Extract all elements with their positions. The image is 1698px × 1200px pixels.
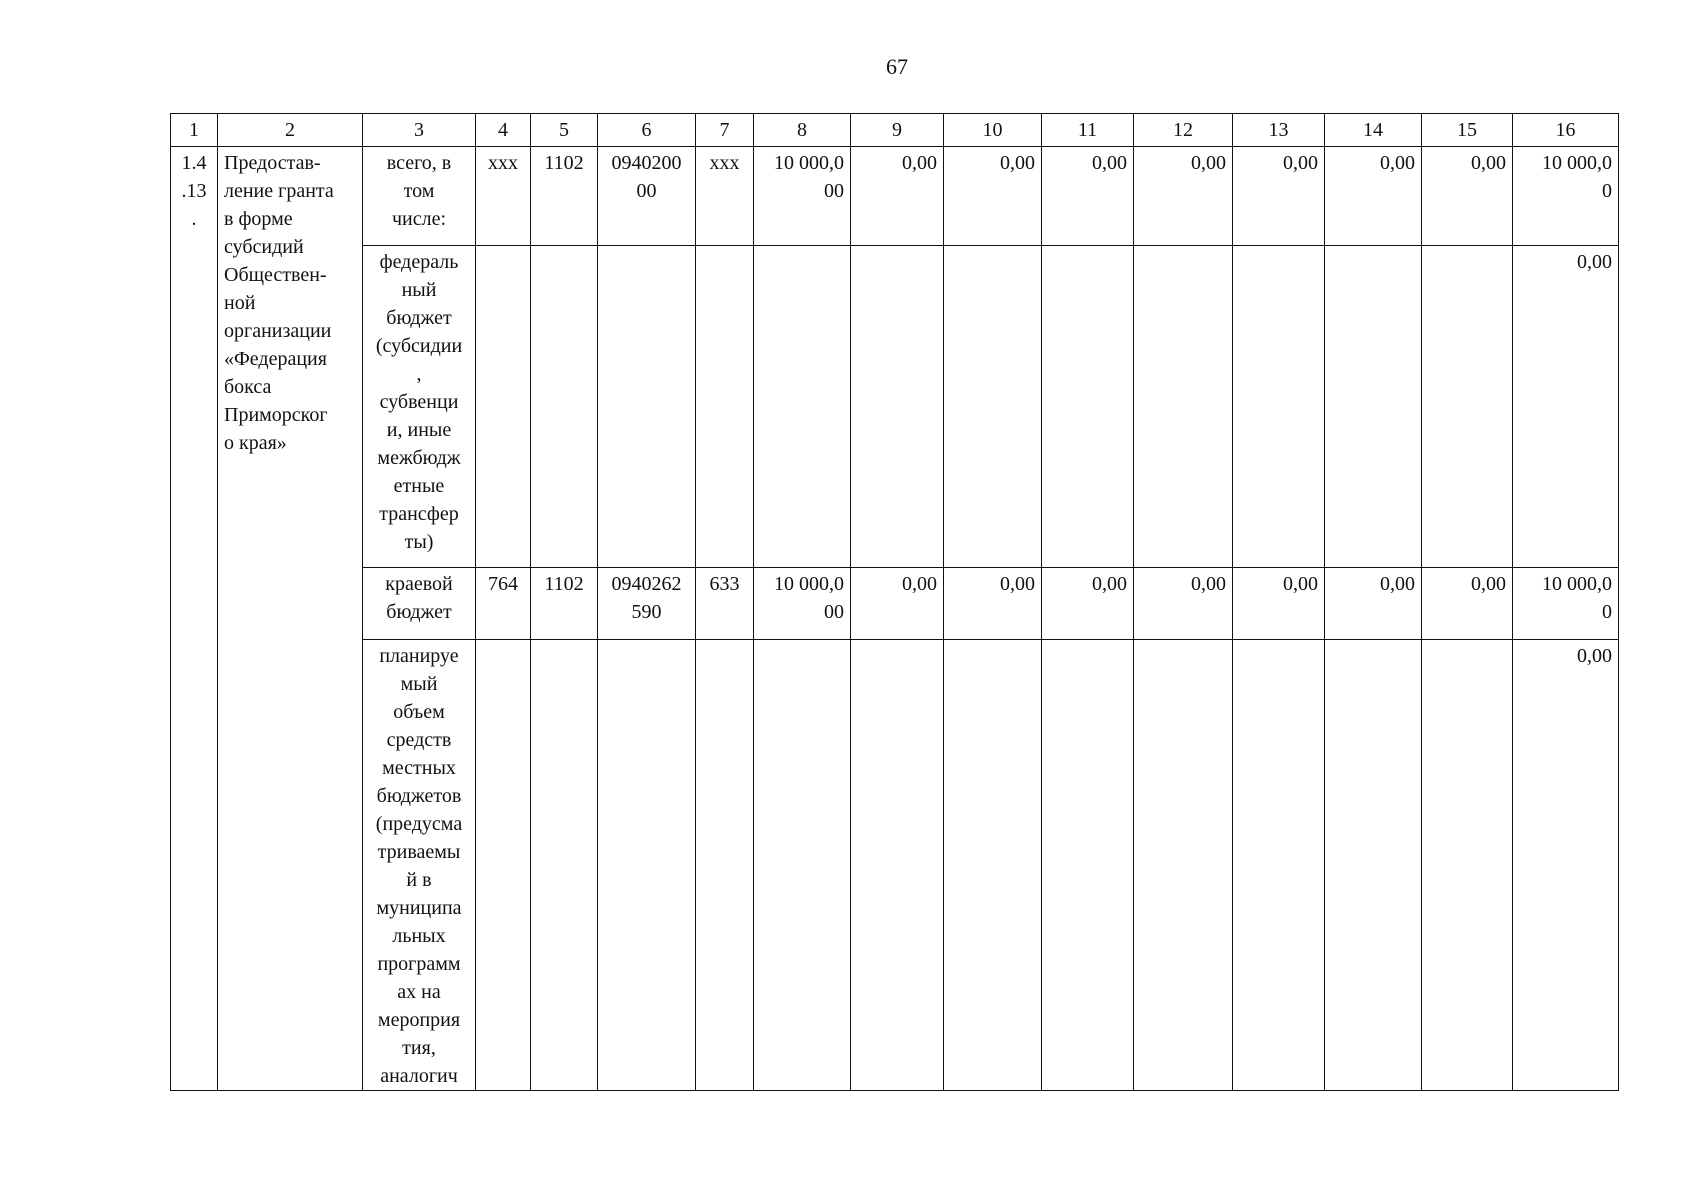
cell-col16-line: 10 000,0 [1542, 152, 1612, 174]
funding-source-line: краевой [385, 573, 453, 595]
table-row-regional [171, 568, 1619, 640]
item-name-line: в форме [224, 208, 293, 230]
cell-col16-line: 10 000,0 [1542, 573, 1612, 595]
empty-cell [476, 640, 531, 1091]
cell-col13: 0,00 [1233, 147, 1325, 246]
cell-col8-line: 10 000,0 [774, 573, 844, 595]
funding-source-line: трансфер [379, 503, 459, 525]
header-cell: 8 [754, 114, 851, 147]
empty-cell [1422, 246, 1513, 568]
empty-cell [696, 246, 754, 568]
funding-source-line: льных [392, 925, 446, 947]
empty-cell [1134, 246, 1233, 568]
table-row-total [171, 147, 1619, 246]
empty-cell [1042, 246, 1134, 568]
funding-source-line: бюджетов [376, 785, 462, 807]
header-cell: 5 [531, 114, 598, 147]
header-cell: 3 [363, 114, 476, 147]
item-name-line: Приморског [224, 404, 328, 426]
funding-source-line: программ [377, 953, 461, 975]
item-name-line: ной [224, 292, 256, 314]
funding-source-line: муниципа [376, 897, 462, 919]
funding-source-line: ты) [404, 531, 434, 553]
budget-table [170, 113, 1619, 1091]
cell-col6 [598, 147, 696, 246]
empty-cell [1325, 246, 1422, 568]
header-cell: 14 [1325, 114, 1422, 147]
empty-cell [1422, 640, 1513, 1091]
cell-col15: 0,00 [1422, 147, 1513, 246]
funding-source-cell [363, 147, 476, 246]
cell-col6 [598, 568, 696, 640]
empty-cell [531, 640, 598, 1091]
funding-source-line: том [403, 180, 435, 202]
row-number-line: . [191, 208, 197, 230]
funding-source-line: й в [406, 869, 432, 891]
empty-cell [851, 246, 944, 568]
cell-col10: 0,00 [944, 568, 1042, 640]
cell-col12: 0,00 [1134, 147, 1233, 246]
funding-source-line: , [416, 363, 422, 385]
funding-source-cell [363, 246, 476, 568]
header-cell: 16 [1513, 114, 1619, 147]
table-row-local [171, 640, 1619, 1091]
item-name-line: организации [224, 320, 332, 342]
header-cell: 15 [1422, 114, 1513, 147]
cell-col6-line: 0940262 [611, 573, 682, 595]
header-cell: 11 [1042, 114, 1134, 147]
row-number-line: .13 [181, 180, 207, 202]
funding-source-line: триваемы [377, 841, 461, 863]
header-cell: 1 [171, 114, 218, 147]
page-number: 67 [886, 54, 908, 79]
funding-source-line: всего, в [386, 152, 452, 174]
row-number-line: 1.4 [181, 152, 207, 174]
header-cell: 2 [218, 114, 363, 147]
empty-cell [944, 640, 1042, 1091]
funding-source-cell [363, 640, 476, 1091]
cell-col8-line: 10 000,0 [774, 152, 844, 174]
cell-col11: 0,00 [1042, 568, 1134, 640]
funding-source-line: ах на [397, 981, 441, 1003]
funding-source-line: (предусма [375, 813, 463, 835]
cell-col16-line: 0 [1602, 601, 1612, 623]
empty-cell [754, 640, 851, 1091]
funding-source-line: местных [382, 757, 456, 779]
cell-col11: 0,00 [1042, 147, 1134, 246]
funding-source-line: средств [386, 729, 452, 751]
cell-col6-line: 0940200 [611, 152, 682, 174]
item-name-line: о края» [224, 432, 287, 454]
empty-cell [1233, 640, 1325, 1091]
item-name-line: субсидий [224, 236, 304, 258]
cell-col8-line: 00 [824, 180, 844, 202]
cell-col16-line: 0 [1602, 180, 1612, 202]
funding-source-line: субвенци [379, 391, 459, 413]
header-cell: 12 [1134, 114, 1233, 147]
empty-cell [598, 246, 696, 568]
funding-source-line: ный [401, 279, 437, 301]
cell-col9: 0,00 [851, 568, 944, 640]
empty-cell [944, 246, 1042, 568]
cell-col16: 0,00 [1513, 640, 1619, 1091]
empty-cell [598, 640, 696, 1091]
empty-cell [851, 640, 944, 1091]
funding-source-line: межбюдж [377, 447, 461, 469]
cell-col7: ххх [696, 147, 754, 246]
header-cell: 10 [944, 114, 1042, 147]
funding-source-line: числе: [391, 208, 447, 230]
cell-col8-line: 00 [824, 601, 844, 623]
funding-source-line: бюджет [386, 307, 452, 329]
funding-source-line: и, иные [386, 419, 452, 441]
cell-col9: 0,00 [851, 147, 944, 246]
table-row-federal [171, 246, 1619, 568]
funding-source-line: тия, [402, 1037, 436, 1059]
funding-source-line: планируе [379, 645, 459, 667]
table-header-row [171, 114, 1619, 147]
cell-col6-line: 00 [636, 180, 657, 202]
cell-col16 [1513, 147, 1619, 246]
empty-cell [1042, 640, 1134, 1091]
funding-source-line: етные [393, 475, 445, 497]
empty-cell [476, 246, 531, 568]
funding-source-line: (субсидии [375, 335, 463, 357]
cell-col14: 0,00 [1325, 568, 1422, 640]
header-cell: 7 [696, 114, 754, 147]
cell-col15: 0,00 [1422, 568, 1513, 640]
empty-cell [1325, 640, 1422, 1091]
cell-col4: 764 [476, 568, 531, 640]
cell-col10: 0,00 [944, 147, 1042, 246]
cell-col13: 0,00 [1233, 568, 1325, 640]
funding-source-line: аналогич [380, 1065, 458, 1087]
header-cell: 13 [1233, 114, 1325, 147]
empty-cell [696, 640, 754, 1091]
cell-col16: 0,00 [1513, 246, 1619, 568]
funding-source-line: мероприя [377, 1009, 461, 1031]
cell-col8 [754, 568, 851, 640]
row-number-cell [171, 147, 218, 1091]
funding-source-line: бюджет [386, 601, 452, 623]
empty-cell [1233, 246, 1325, 568]
item-name-line: бокса [224, 376, 272, 398]
cell-col8 [754, 147, 851, 246]
funding-source-cell [363, 568, 476, 640]
cell-col6-line: 590 [631, 601, 662, 623]
item-name-line: ление гранта [224, 180, 334, 202]
header-cell: 6 [598, 114, 696, 147]
item-name-line: Обществен- [224, 264, 327, 286]
cell-col4: ххх [476, 147, 531, 246]
cell-col7: 633 [696, 568, 754, 640]
empty-cell [531, 246, 598, 568]
empty-cell [1134, 640, 1233, 1091]
cell-col12: 0,00 [1134, 568, 1233, 640]
item-name-line: Предостав- [224, 152, 321, 174]
header-cell: 9 [851, 114, 944, 147]
cell-col5: 1102 [531, 568, 598, 640]
cell-col16 [1513, 568, 1619, 640]
item-name-cell [218, 147, 363, 1091]
funding-source-line: мый [400, 673, 438, 695]
item-name-line: «Федерация [224, 348, 327, 370]
cell-col5: 1102 [531, 147, 598, 246]
funding-source-line: федераль [379, 251, 459, 273]
header-cell: 4 [476, 114, 531, 147]
empty-cell [754, 246, 851, 568]
funding-source-line: объем [393, 701, 445, 723]
cell-col14: 0,00 [1325, 147, 1422, 246]
